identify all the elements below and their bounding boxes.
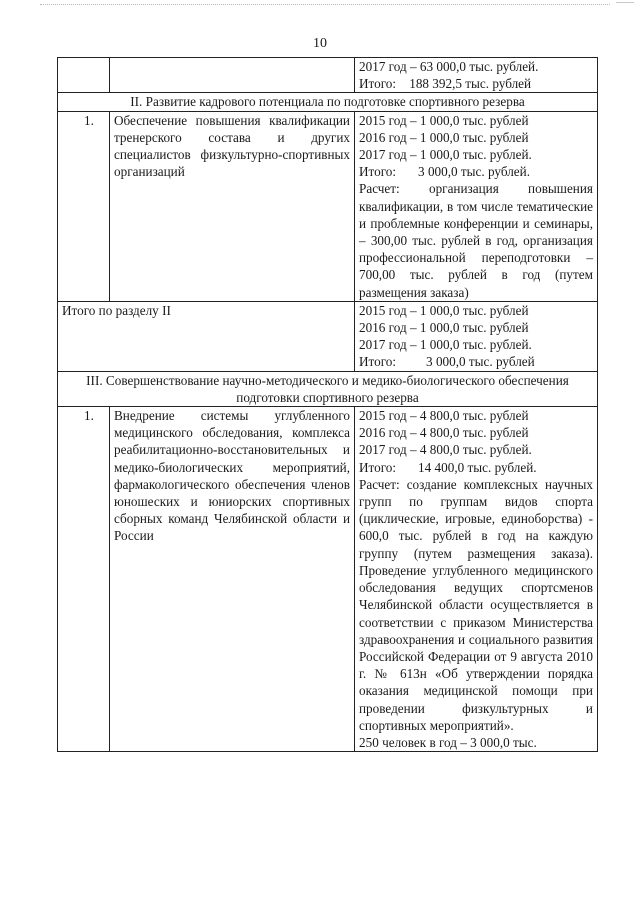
funding-line: 2016 год – 4 800,0 тыс. рублей	[359, 425, 529, 441]
itogo-value: 3 000,0 тыс. рублей	[426, 354, 535, 370]
funding-line: 2017 год – 1 000,0 тыс. рублей.	[359, 147, 532, 163]
funding-cell	[355, 301, 598, 371]
funding-line: 2017 год – 4 800,0 тыс. рублей.	[359, 442, 532, 458]
funding-line: 2015 год – 4 800,0 тыс. рублей	[359, 408, 529, 424]
funding-total: Итого: 188 392,5 тыс. рублей	[359, 76, 532, 92]
funding-cell	[355, 111, 598, 301]
row-number: 1.	[58, 407, 110, 752]
calculation-text: Расчет: организация повышения квалификации, в том числе тематические и проблемные конференции и семинары, – 300,00 тыс. рублей в год, организация профессиональной переподготовки – 700,00 тыс. рублей в год (путем размещения заказа)	[359, 181, 593, 300]
funding-line: 2016 год – 1 000,0 тыс. рублей	[359, 320, 529, 336]
calculation-tail: 250 человек в год – 3 000,0 тыс.	[359, 734, 537, 750]
funding-line: 2016 год – 1 000,0 тыс. рублей	[359, 129, 529, 145]
section-total-label: Итого по разделу II	[58, 301, 355, 371]
empty-cell	[110, 58, 355, 93]
page-number: 10	[313, 36, 327, 51]
itogo-label: Итого:	[359, 459, 397, 475]
funding-line: 2017 год – 63 000,0 тыс. рублей.	[359, 59, 539, 74]
table-row	[58, 111, 598, 301]
section-total-row	[58, 301, 598, 371]
activity-name: Внедрение системы углубленного медицинского обследования, комплекса реабилитационно-восстановительных и медико-биологических мероприятий, фармакологического обеспечения членов юношеских и юниорских спортивных сборных команд Челябинской области и России	[110, 407, 355, 752]
scan-corner-artifact	[616, 2, 634, 5]
table-row	[58, 407, 598, 752]
itogo-label: Итого:	[359, 354, 397, 370]
section-title: II. Развитие кадрового потенциала по подготовке спортивного резерва	[58, 93, 598, 111]
funding-total	[359, 353, 593, 370]
itogo-value: 14 400,0 тыс. рублей.	[418, 459, 537, 475]
funding-line: 2015 год – 1 000,0 тыс. рублей	[359, 302, 529, 318]
empty-cell	[58, 58, 110, 93]
funding-cell	[355, 407, 598, 752]
section-header-row	[58, 93, 598, 111]
calculation-text: Расчет: создание комплексных научных групп по группам видов спорта (циклические, игровые, единоборства) - 600,0 тыс. рублей в год на каждую группу (путем размещения заказа). Проведение углубленного медицинского обследования ведущих спортсменов Челябинской области осуществляется в соответствии с приказом Министерства здравоохранения и социального развития Российской Федерации от 9 августа 2010 г. № 613н «Об утверждении порядка оказания медицинской помощи при проведении физкультурных и спортивных мероприятий».	[359, 476, 593, 733]
activity-name: Обеспечение повышения квалификации тренерского состава и других специалистов физкультурно-спортивных организаций	[110, 111, 355, 301]
funding-cell	[355, 58, 598, 93]
funding-total	[359, 163, 593, 180]
funding-line: 2017 год – 1 000,0 тыс. рублей.	[359, 337, 532, 353]
row-number: 1.	[58, 111, 110, 301]
itogo-label: Итого:	[359, 164, 397, 180]
funding-total	[359, 459, 593, 476]
scan-edge-artifact	[40, 4, 610, 7]
itogo-value: 3 000,0 тыс. рублей.	[418, 164, 530, 180]
section-title: III. Совершенствование научно-методического и медико-биологического обеспечения подготовки спортивного резерва	[58, 371, 598, 406]
program-table	[57, 57, 598, 752]
table-row	[58, 58, 598, 93]
funding-line: 2015 год – 1 000,0 тыс. рублей	[359, 112, 529, 128]
section-header-row	[58, 371, 598, 406]
